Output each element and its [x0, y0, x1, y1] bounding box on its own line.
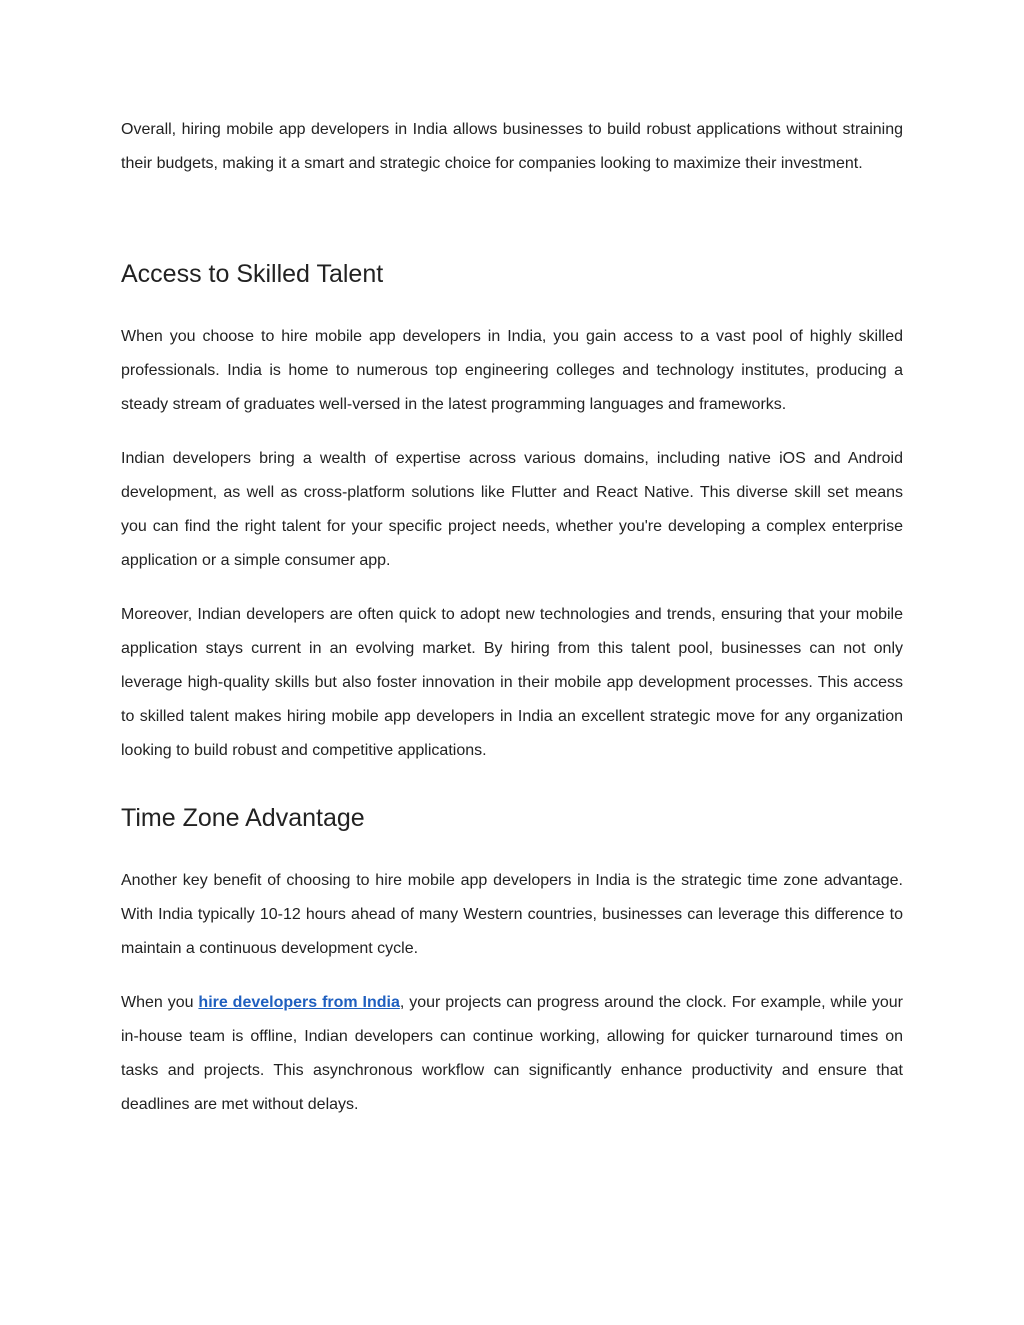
talent-paragraph-1: When you choose to hire mobile app developers in India, you gain access to a vast pool of highly skilled professionals. India is home to numerous top engineering colleges and technology institutes, producing a steady stream of graduates well-versed in the latest programming languages and frameworks. [121, 328, 903, 413]
timezone-paragraph-2 [121, 986, 903, 1122]
timezone-paragraph-2-before: When you [121, 994, 199, 1011]
talent-paragraph-3: Moreover, Indian developers are often quick to adopt new technologies and trends, ensuring that your mobile application stays current in an evolving market. By hiring from this talent pool, businesses can not only leverage high-quality skills but also foster innovation in their mobile app development processes. This access to skilled talent makes hiring mobile app developers in India an excellent strategic move for any organization looking to build robust and competitive applications. [121, 606, 903, 759]
hire-developers-link[interactable]: hire developers from India [198, 994, 400, 1011]
timezone-paragraph-1: Another key benefit of choosing to hire mobile app developers in India is the strategic time zone advantage. With India typically 10-12 hours ahead of many Western countries, businesses can leverage this difference to maintain a continuous development cycle. [121, 872, 903, 957]
document-page [121, 113, 903, 1122]
heading-access-to-skilled-talent: Access to Skilled Talent [121, 260, 384, 288]
heading-time-zone-advantage: Time Zone Advantage [121, 804, 365, 832]
talent-paragraph-2: Indian developers bring a wealth of expertise across various domains, including native iOS and Android development, as well as cross-platform solutions like Flutter and React Native. This diverse skill set means you can find the right talent for your specific project needs, whether you're developing a complex enterprise application or a simple consumer app. [121, 450, 903, 569]
timezone-paragraph-2-after: , your projects can progress around the clock. For example, while your in-house team is offline, Indian developers can continue working, allowing for quicker turnaround times on tasks and projects. This asynchronous workflow can significantly enhance productivity and ensure that deadlines are met without delays. [121, 994, 903, 1113]
intro-paragraph: Overall, hiring mobile app developers in India allows businesses to build robust applications without straining their budgets, making it a smart and strategic choice for companies looking to maximize their investment. [121, 121, 903, 172]
